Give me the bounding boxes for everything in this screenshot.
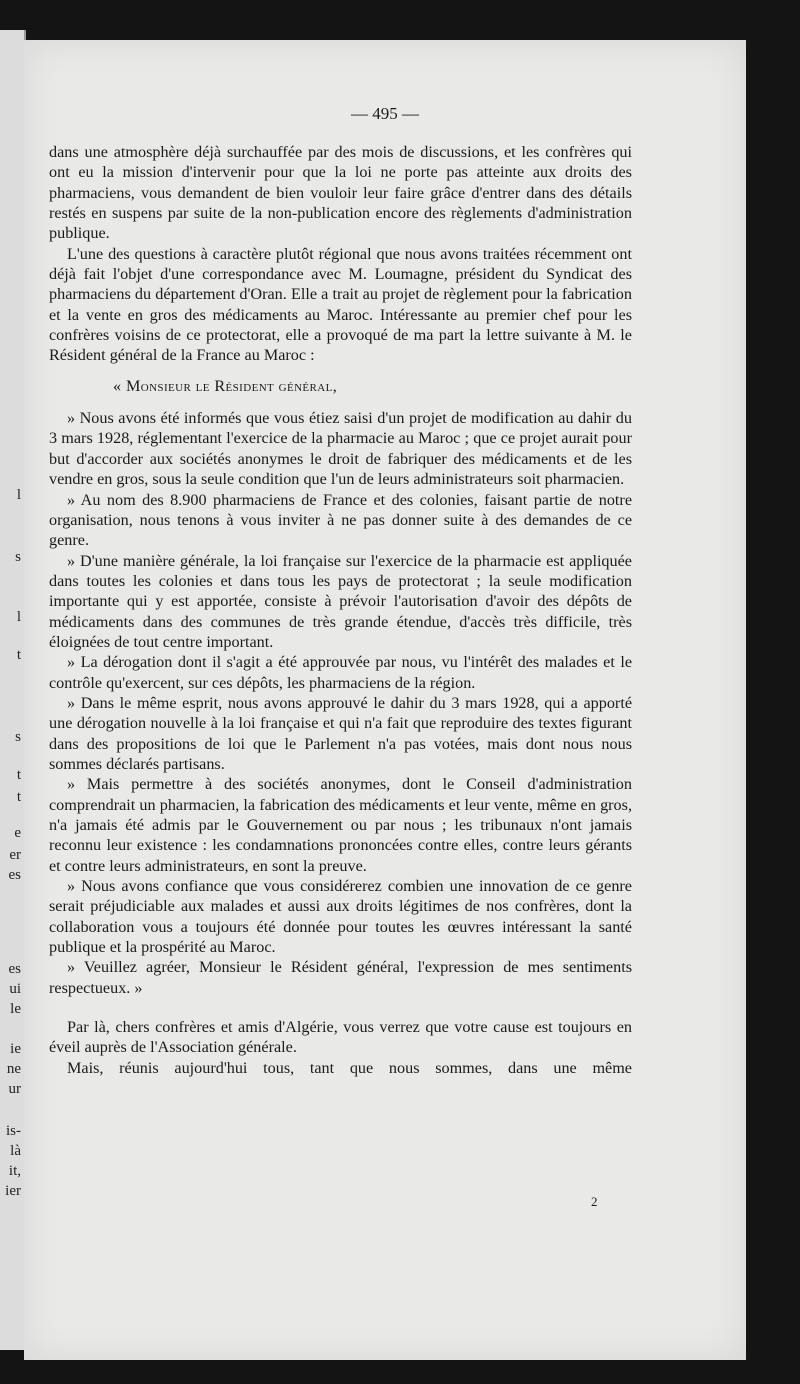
left-page-fragment: s [15,729,21,745]
letter-paragraph: » Au nom des 8.900 pharmaciens de France et des colonies, faisant partie de notre organisation, nous tenons à vous inviter à ne pas donner suite à des demandes de ce genre. [49,490,632,550]
left-page-fragment: l [16,609,21,625]
signature-mark: 2 [591,1194,598,1209]
left-page-fragment: là [10,1143,21,1159]
paragraph: Mais, réunis aujourd'hui tous, tant que nous sommes, dans une même [67,1058,632,1077]
left-page-fragment: ie [10,1041,21,1057]
paragraph: Par là, chers confrères et amis d'Algérie, vous verrez que votre cause est toujours en éveil auprès de l'Association générale. [49,1018,632,1057]
left-page-fragment: le [10,1001,21,1017]
left-page-fragment: t [16,789,21,805]
left-page-fragment: ne [6,1061,21,1077]
left-page-fragment: t [16,647,21,663]
letter-paragraph: » Mais permettre à des sociétés anonymes, dont le Conseil d'administration comprendrait un pharmacien, la fabrication des médicaments et leur vente, même en gros, n'a jamais été admis par le Gouvernement ou par nous ; les tribunaux n'ont jamais reconnu leur existence : les condamnations prononcées contre elles, contre leurs gérants et contre leurs administrateurs, en sont la preuve. [49,775,632,875]
letter-paragraph: » Nous avons été informés que vous étiez saisi d'un projet de modification au dahir du 3 mars 1928, réglementant l'exercice de la pharmacie au Maroc ; que ce projet aurait pour but d'accorder aux sociétés anonymes le droit de fabriquer des médicaments et de les vendre en gros, sous la seule condition que l'un de leurs administrateurs soit pharmacien. [49,409,632,489]
paragraph: L'une des questions à caractère plutôt régional que nous avons traitées récemment ont déjà fait l'objet d'une correspondance avec M. Loumagne, président du Syndicat des pharmaciens du département d'Oran. Elle a trait au projet de règlement pour la fabrication et la vente en gros des médicaments au Maroc. Intéressante au premier chef pour les confrères voisins de ce protectorat, elle a provoqué de ma part la lettre suivante à M. le Résident général de la France au Maroc : [49,244,632,365]
letter-paragraph: » Dans le même esprit, nous avons approuvé le dahir du 3 mars 1928, qui a apporté une dérogation nouvelle à la loi française et qui n'a fait que reproduire des textes figurant dans des propositions de loi que le Parlement n'a pas votées, mais dont nous nous sommes déclarés partisans. [49,693,632,773]
left-page-fragment: it, [8,1163,21,1179]
book-page [24,40,746,1360]
left-page-fragment: er [9,847,21,863]
letter-paragraph: » Nous avons confiance que vous considérerez combien une innovation de ce genre serait préjudiciable aux malades et aussi aux droits légitimes de nos confrères, dont la collaboration vous a toujours été donnée pour toutes les œuvres intéressant la santé publique et la prospérité au Maroc. [49,877,632,957]
page-number: — 495 — [351,104,419,123]
body-text [49,142,632,1078]
letter-closing: » Veuillez agréer, Monsieur le Résident général, l'expression de mes sentiments respectueux. » [49,958,632,997]
paragraph: dans une atmosphère déjà surchauffée par des mois de discussions, et les confrères qui ont eu la mission d'intervenir pour que la loi ne porte pas atteinte aux droits des pharmaciens, vous demandent de bien vouloir leur faire grâce d'entrer dans des détails restés en suspens par suite de la non-publication encore des règlements d'administration publique. [49,143,632,243]
left-page-fragment: is- [6,1123,21,1139]
left-page-fragment: es [8,867,21,883]
left-page-fragment: t [16,767,21,783]
adjacent-page-edge [0,30,26,1350]
left-page-fragment: es [8,961,21,977]
left-page-fragment: e [14,825,21,841]
left-page-fragment: ier [5,1183,21,1199]
letter-salutation: « Monsieur le Résident général, [113,376,338,395]
left-page-fragment: ur [8,1081,21,1097]
left-page-fragment: s [15,549,21,565]
letter-paragraph: » La dérogation dont il s'agit a été approuvée par nous, vu l'intérêt des malades et le contrôle qu'exercent, sur ces dépôts, les pharmaciens de la région. [49,653,632,692]
letter-paragraph: » D'une manière générale, la loi française sur l'exercice de la pharmacie est appliquée dans toutes les colonies et dans tous les pays de protectorat ; la seule modification importante qui y est apportée, consiste à prévoir l'autorisation d'avoir des dépôts de médicaments dans des communes de très grande étendue, d'accès très difficile, très éloignées de tout centre important. [49,551,632,651]
left-page-fragment: l [16,487,21,503]
left-page-fragment: ui [9,981,21,997]
